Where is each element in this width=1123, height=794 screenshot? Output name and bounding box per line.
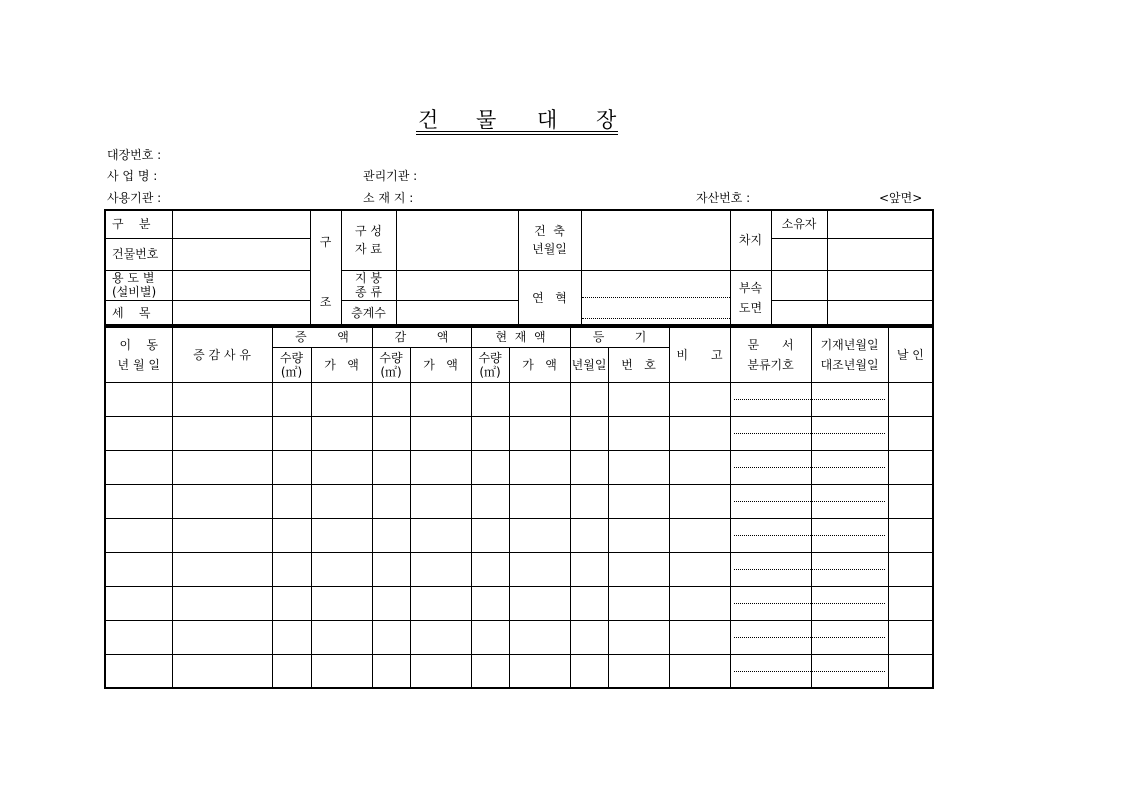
table-cell[interactable] [669, 484, 730, 518]
table-cell[interactable] [669, 450, 730, 484]
ledger-no-label: 대장번호 : [107, 148, 162, 162]
table-cell[interactable] [172, 450, 272, 484]
table-cell[interactable] [730, 484, 811, 518]
dotted-line [734, 603, 811, 604]
dotted-line [734, 671, 811, 672]
table-cell[interactable] [471, 382, 509, 416]
table-cell[interactable] [570, 382, 608, 416]
table-cell[interactable] [172, 552, 272, 586]
reg-date-header: 년월일 [570, 347, 608, 382]
table-cell[interactable] [888, 586, 933, 620]
usage-value[interactable] [172, 270, 310, 300]
table-cell[interactable] [811, 586, 888, 620]
table-cell[interactable] [730, 450, 811, 484]
table-cell[interactable] [811, 416, 888, 450]
table-cell[interactable] [105, 484, 172, 518]
table-row [105, 416, 933, 450]
history-value[interactable] [581, 270, 730, 327]
table-cell[interactable] [730, 620, 811, 654]
dotted-line [734, 569, 811, 570]
land-value-1[interactable] [771, 238, 827, 270]
table-cell[interactable] [570, 620, 608, 654]
record-rows [105, 382, 933, 688]
qty-header [272, 347, 311, 382]
roof-label [341, 270, 396, 300]
table-cell[interactable] [272, 416, 311, 450]
roof-label-line: 종 류 [355, 285, 382, 299]
registry-header: 등 기 [570, 327, 669, 347]
header-line: 기재년월일 [820, 337, 879, 352]
usage-label [105, 270, 172, 300]
move-date-header [105, 327, 172, 382]
table-cell[interactable] [730, 586, 811, 620]
table-cell[interactable] [811, 382, 888, 416]
land-label: 차지 [730, 210, 771, 270]
project-name-label: 사 업 명 : [107, 169, 158, 183]
table-cell[interactable] [669, 654, 730, 688]
table-cell[interactable] [509, 416, 570, 450]
header-line: 수량 [478, 350, 502, 365]
dotted-line [734, 637, 811, 638]
reg-no-header: 번 호 [608, 347, 669, 382]
annex-value-2[interactable] [827, 270, 933, 300]
header-line: 수량 [379, 350, 403, 365]
change-record-table [104, 326, 934, 689]
table-cell[interactable] [509, 586, 570, 620]
material-label-line: 자 료 [355, 242, 382, 257]
building-no-label: 건물번호 [105, 238, 172, 270]
table-cell[interactable] [105, 552, 172, 586]
material-label [341, 210, 396, 270]
land-value-2[interactable] [827, 238, 933, 270]
table-cell[interactable] [105, 620, 172, 654]
table-cell[interactable] [811, 450, 888, 484]
table-cell[interactable] [311, 586, 372, 620]
table-cell[interactable] [172, 484, 272, 518]
dotted-line [812, 603, 885, 604]
table-cell[interactable] [272, 450, 311, 484]
dotted-line [812, 671, 885, 672]
table-cell[interactable] [172, 382, 272, 416]
table-cell[interactable] [372, 518, 410, 552]
table-cell[interactable] [372, 586, 410, 620]
roof-value[interactable] [396, 270, 518, 300]
asset-no-label: 자산번호 : [696, 191, 751, 205]
dotted-line [812, 535, 885, 536]
table-cell[interactable] [410, 484, 471, 518]
header-line: (㎡) [280, 364, 303, 379]
header-line: 이 동 [119, 337, 158, 352]
table-row [105, 586, 933, 620]
table-cell[interactable] [888, 552, 933, 586]
title-underline [416, 134, 618, 135]
qty-header [471, 347, 509, 382]
decrease-header: 감 액 [372, 327, 471, 347]
title-underline [416, 131, 618, 132]
table-cell[interactable] [669, 586, 730, 620]
owner-value[interactable] [827, 210, 933, 238]
table-cell[interactable] [311, 518, 372, 552]
dotted-line [582, 297, 730, 298]
material-label-line: 구 성 [355, 224, 382, 239]
table-cell[interactable] [570, 654, 608, 688]
table-cell[interactable] [471, 552, 509, 586]
table-cell[interactable] [311, 552, 372, 586]
table-cell[interactable] [471, 450, 509, 484]
table-cell[interactable] [471, 586, 509, 620]
table-cell[interactable] [509, 484, 570, 518]
detail-label: 세 목 [105, 300, 172, 327]
table-cell[interactable] [311, 654, 372, 688]
usage-label-line: (설비별) [112, 285, 157, 299]
table-cell[interactable] [608, 620, 669, 654]
table-cell[interactable] [272, 518, 311, 552]
page-title [416, 104, 618, 134]
dotted-line [734, 399, 811, 400]
remark-header: 비 고 [669, 327, 730, 382]
table-cell[interactable] [372, 484, 410, 518]
table-cell[interactable] [570, 552, 608, 586]
annex-value-3[interactable] [771, 300, 827, 327]
use-org-label: 사용기관 : [107, 191, 162, 205]
owner-label: 소유자 [771, 210, 827, 238]
table-cell[interactable] [570, 586, 608, 620]
header-line: (㎡) [380, 364, 402, 379]
table-cell[interactable] [509, 450, 570, 484]
built-date-label-line: 년월일 [532, 242, 567, 257]
price-header: 가 액 [509, 347, 570, 382]
built-date-value[interactable] [581, 210, 730, 270]
table-row [105, 620, 933, 654]
usage-label-line: 용 도 별 [112, 271, 155, 285]
table-cell[interactable] [105, 518, 172, 552]
table-cell[interactable] [608, 552, 669, 586]
table-cell[interactable] [272, 382, 311, 416]
increase-header: 증 액 [272, 327, 372, 347]
table-cell[interactable] [172, 416, 272, 450]
table-cell[interactable] [608, 416, 669, 450]
floors-value[interactable] [396, 300, 518, 327]
table-cell[interactable] [471, 416, 509, 450]
table-cell[interactable] [372, 552, 410, 586]
table-cell[interactable] [888, 654, 933, 688]
dotted-line [734, 433, 811, 434]
title-char: 장 [596, 108, 617, 132]
table-cell[interactable] [311, 484, 372, 518]
table-cell[interactable] [311, 620, 372, 654]
category-label: 구 분 [105, 210, 172, 238]
table-cell[interactable] [372, 416, 410, 450]
category-value[interactable] [172, 210, 310, 238]
table-cell[interactable] [311, 416, 372, 450]
table-row [105, 552, 933, 586]
table-cell[interactable] [410, 450, 471, 484]
dotted-line [734, 535, 811, 536]
table-cell[interactable] [811, 518, 888, 552]
table-cell[interactable] [669, 518, 730, 552]
header-line: (㎡) [479, 364, 501, 379]
table-cell[interactable] [105, 586, 172, 620]
table-cell[interactable] [410, 416, 471, 450]
title-char: 건 [418, 108, 439, 132]
table-cell[interactable] [272, 484, 311, 518]
table-cell[interactable] [608, 450, 669, 484]
table-cell[interactable] [669, 552, 730, 586]
table-cell[interactable] [410, 552, 471, 586]
table-cell[interactable] [730, 552, 811, 586]
table-row [105, 450, 933, 484]
floors-label: 층계수 [341, 300, 396, 327]
seal-header: 날 인 [888, 327, 933, 382]
doc-code-header [730, 327, 811, 382]
table-cell[interactable] [372, 620, 410, 654]
table-cell[interactable] [509, 518, 570, 552]
table-cell[interactable] [608, 484, 669, 518]
table-cell[interactable] [372, 450, 410, 484]
built-date-label [518, 210, 581, 270]
table-cell[interactable] [570, 484, 608, 518]
table-cell[interactable] [311, 382, 372, 416]
table-cell[interactable] [410, 518, 471, 552]
table-row [105, 518, 933, 552]
annex-label [730, 270, 771, 327]
dotted-line [812, 433, 885, 434]
table-cell[interactable] [272, 552, 311, 586]
table-cell[interactable] [608, 518, 669, 552]
table-cell[interactable] [509, 620, 570, 654]
price-header: 가 액 [311, 347, 372, 382]
table-row [105, 654, 933, 688]
table-cell[interactable] [105, 654, 172, 688]
table-cell[interactable] [471, 518, 509, 552]
reason-header: 증 감 사 유 [172, 327, 272, 382]
table-cell[interactable] [410, 654, 471, 688]
table-cell[interactable] [509, 654, 570, 688]
dotted-line [812, 399, 885, 400]
roof-label-line: 지 붕 [355, 271, 382, 285]
dotted-line [812, 637, 885, 638]
annex-value-4[interactable] [827, 300, 933, 327]
built-date-label-line: 건 축 [534, 224, 565, 239]
table-cell[interactable] [410, 586, 471, 620]
table-cell[interactable] [730, 416, 811, 450]
table-cell[interactable] [811, 484, 888, 518]
table-cell[interactable] [811, 620, 888, 654]
structure-label [310, 210, 341, 327]
table-cell[interactable] [888, 518, 933, 552]
dotted-line [812, 467, 885, 468]
header-line: 년 월 일 [117, 357, 160, 372]
table-cell[interactable] [410, 620, 471, 654]
table-cell[interactable] [888, 450, 933, 484]
qty-header [372, 347, 410, 382]
table-cell[interactable] [509, 382, 570, 416]
table-cell[interactable] [272, 620, 311, 654]
table-cell[interactable] [730, 518, 811, 552]
table-cell[interactable] [272, 654, 311, 688]
table-row [105, 484, 933, 518]
building-info-table [104, 209, 934, 328]
table-cell[interactable] [888, 484, 933, 518]
material-value[interactable] [396, 210, 518, 270]
table-cell[interactable] [570, 416, 608, 450]
table-cell[interactable] [888, 620, 933, 654]
header-line: 대조년월일 [820, 357, 879, 372]
table-cell[interactable] [105, 416, 172, 450]
dotted-line [812, 569, 885, 570]
table-cell[interactable] [811, 552, 888, 586]
annex-label-line: 도면 [738, 301, 763, 316]
table-cell[interactable] [172, 620, 272, 654]
dotted-line [812, 501, 885, 502]
building-no-value[interactable] [172, 238, 310, 270]
price-header: 가 액 [410, 347, 471, 382]
table-cell[interactable] [811, 654, 888, 688]
dotted-line [734, 501, 811, 502]
table-cell[interactable] [730, 654, 811, 688]
location-label: 소 재 지 : [363, 191, 414, 205]
table-cell[interactable] [105, 450, 172, 484]
table-row [105, 382, 933, 416]
table-cell[interactable] [608, 586, 669, 620]
table-cell[interactable] [669, 416, 730, 450]
record-date-header [811, 327, 888, 382]
table-cell[interactable] [669, 382, 730, 416]
detail-value[interactable] [172, 300, 310, 327]
table-cell[interactable] [311, 450, 372, 484]
table-cell[interactable] [471, 654, 509, 688]
history-label: 연 혁 [518, 270, 581, 327]
manage-org-label: 관리기관 : [363, 169, 418, 183]
annex-value-1[interactable] [771, 270, 827, 300]
dotted-line [582, 318, 730, 319]
table-cell[interactable] [888, 382, 933, 416]
structure-char: 조 [319, 295, 332, 309]
table-cell[interactable] [471, 484, 509, 518]
table-cell[interactable] [669, 620, 730, 654]
title-char: 대 [537, 108, 558, 132]
page-side-label: <앞면> [879, 191, 923, 205]
table-cell[interactable] [509, 552, 570, 586]
table-cell[interactable] [570, 450, 608, 484]
dotted-line [734, 467, 811, 468]
table-cell[interactable] [172, 586, 272, 620]
current-header: 현 재 액 [471, 327, 570, 347]
table-cell[interactable] [608, 654, 669, 688]
header-line: 문 서 [747, 337, 794, 352]
table-cell[interactable] [888, 416, 933, 450]
table-cell[interactable] [172, 518, 272, 552]
table-cell[interactable] [372, 382, 410, 416]
title-char: 물 [476, 108, 497, 132]
table-cell[interactable] [372, 654, 410, 688]
annex-label-line: 부속 [738, 281, 763, 296]
structure-char: 구 [319, 235, 332, 249]
table-cell[interactable] [172, 654, 272, 688]
table-cell[interactable] [608, 382, 669, 416]
header-line: 수량 [279, 350, 304, 365]
table-cell[interactable] [570, 518, 608, 552]
header-line: 분류기호 [747, 357, 794, 372]
table-cell[interactable] [105, 382, 172, 416]
table-cell[interactable] [272, 586, 311, 620]
table-cell[interactable] [410, 382, 471, 416]
table-cell[interactable] [471, 620, 509, 654]
table-cell[interactable] [730, 382, 811, 416]
